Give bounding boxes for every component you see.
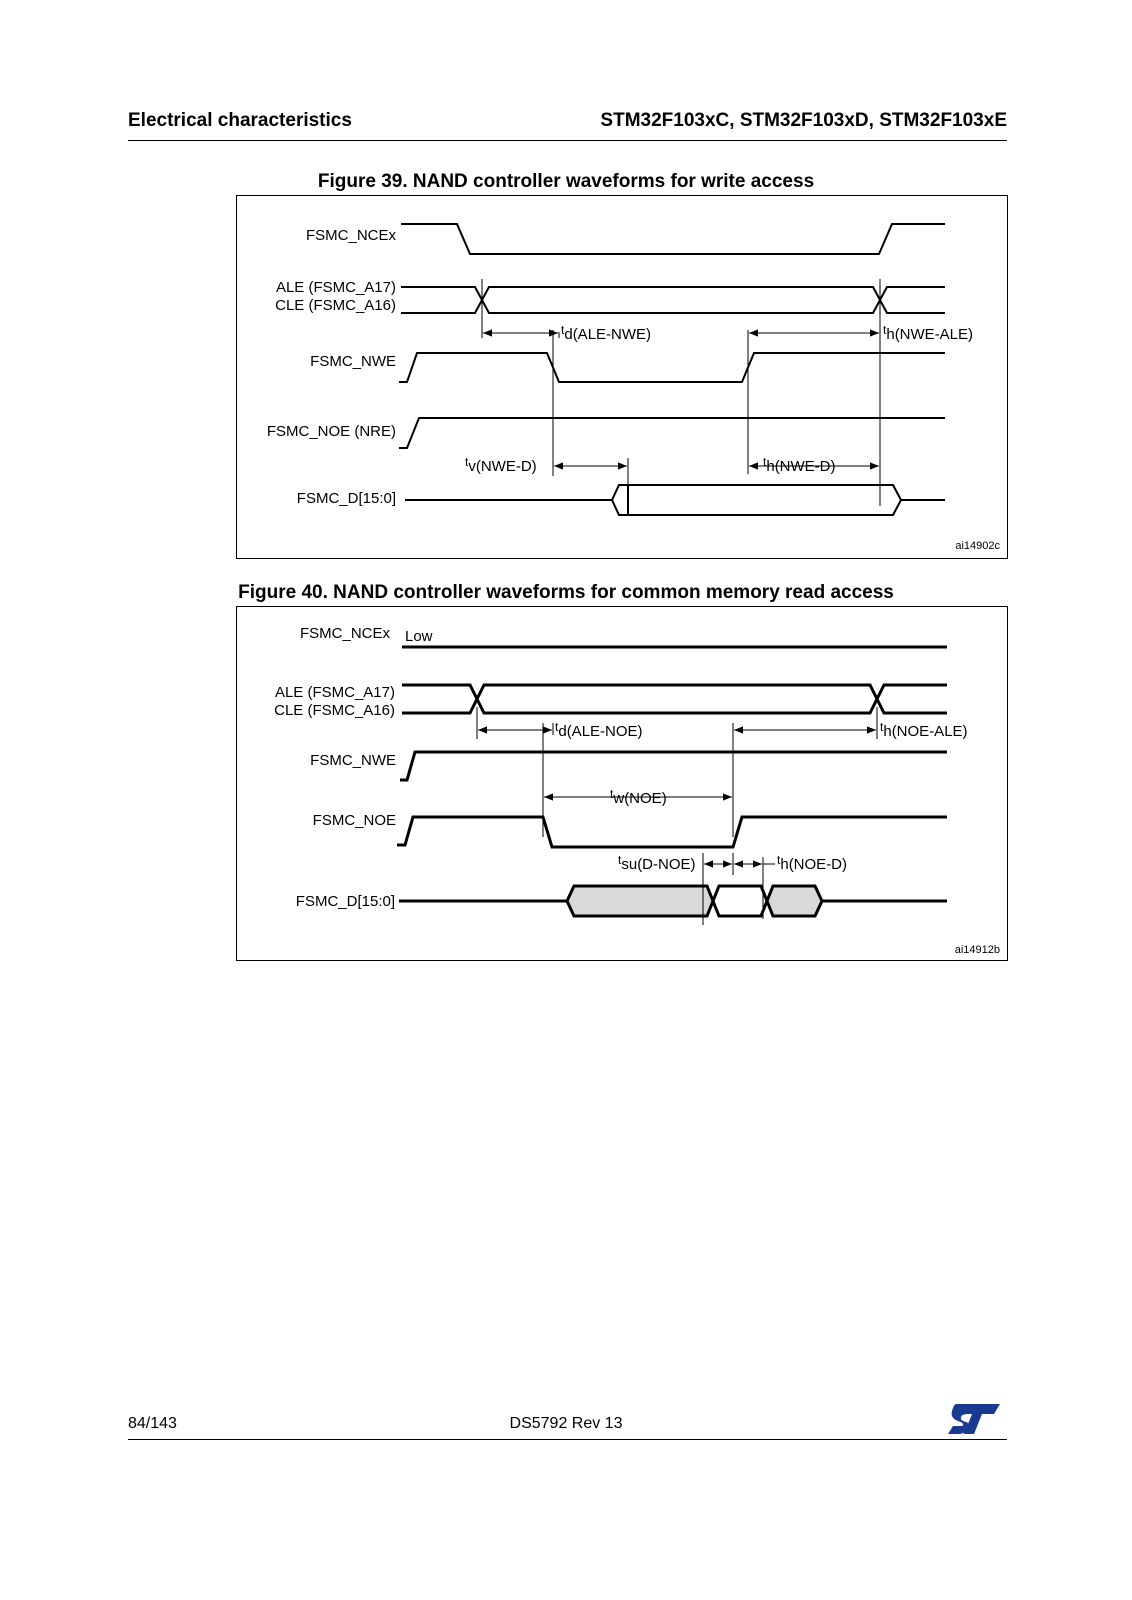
timing-th-noe-d: $^t$h(NOE-D) bbox=[777, 853, 848, 873]
header-rule bbox=[128, 140, 1007, 141]
sig-noe: FSMC_NOE (NRE) bbox=[266, 423, 396, 440]
timing-td-ale-noe: $^t$d(ALE-NOE) bbox=[555, 720, 643, 740]
nwe-waveform bbox=[400, 752, 947, 780]
st-logo-icon bbox=[946, 1402, 1002, 1441]
nwe-waveform bbox=[399, 353, 945, 382]
noe-waveform bbox=[399, 418, 945, 448]
data-bus-2 bbox=[713, 886, 767, 916]
sig-ncex: FSMC_NCEx bbox=[305, 227, 396, 244]
ale-cle-waveform bbox=[401, 287, 945, 313]
sig-cle: CLE (FSMC_A16) bbox=[274, 702, 395, 719]
sig-ncex: FSMC_NCEx bbox=[299, 625, 390, 642]
timing-tsu-d-noe: $^t$su(D-NOE) bbox=[618, 853, 696, 873]
sig-noe: FSMC_NOE bbox=[312, 812, 396, 829]
noe-waveform bbox=[397, 817, 947, 847]
sig-nwe: FSMC_NWE bbox=[310, 752, 396, 769]
figure-40-title: Figure 40. NAND controller waveforms for common memory read access bbox=[238, 582, 894, 603]
figure-39-diagram bbox=[236, 195, 1008, 559]
figure-39-title: Figure 39. NAND controller waveforms for write access bbox=[317, 171, 815, 192]
sig-nwe: FSMC_NWE bbox=[310, 353, 396, 370]
figure-39-svg bbox=[237, 196, 1009, 560]
ncex-low-label: Low bbox=[405, 628, 433, 645]
part-numbers: STM32F103xC, STM32F103xD, STM32F103xE bbox=[600, 110, 1007, 131]
document-revision: DS5792 Rev 13 bbox=[509, 1415, 623, 1432]
timing-tw-noe: $^t$w(NOE) bbox=[610, 787, 667, 807]
footer-rule bbox=[128, 1439, 1007, 1440]
timing-th-nwe-ale: $^t$h(NWE-ALE) bbox=[883, 323, 974, 343]
data-bus-1 bbox=[567, 886, 713, 916]
timing-tv-nwe-d: $^t$v(NWE-D) bbox=[465, 455, 537, 475]
timing-th-nwe-d: $^t$h(NWE-D) bbox=[763, 455, 836, 475]
figure-40-code: ai14912b bbox=[954, 944, 1000, 956]
ale-cle-waveform bbox=[402, 685, 947, 713]
sig-data: FSMC_D[15:0] bbox=[295, 893, 395, 910]
data-bus-3 bbox=[767, 886, 822, 916]
sig-ale: ALE (FSMC_A17) bbox=[274, 684, 395, 701]
figure-40-svg bbox=[237, 607, 1009, 962]
timing-th-noe-ale: $^t$h(NOE-ALE) bbox=[880, 720, 968, 740]
timing-td-ale-nwe: $^t$d(ALE-NWE) bbox=[561, 323, 652, 343]
sig-data: FSMC_D[15:0] bbox=[296, 490, 396, 507]
section-title: Electrical characteristics bbox=[128, 110, 352, 131]
figure-39-code: ai14902c bbox=[955, 540, 1000, 552]
ncex-waveform bbox=[401, 224, 945, 254]
figure-40-diagram bbox=[236, 606, 1008, 961]
sig-cle: CLE (FSMC_A16) bbox=[275, 297, 396, 314]
page-number: 84/143 bbox=[128, 1415, 177, 1432]
sig-ale: ALE (FSMC_A17) bbox=[275, 279, 396, 296]
data-waveform bbox=[405, 485, 945, 515]
